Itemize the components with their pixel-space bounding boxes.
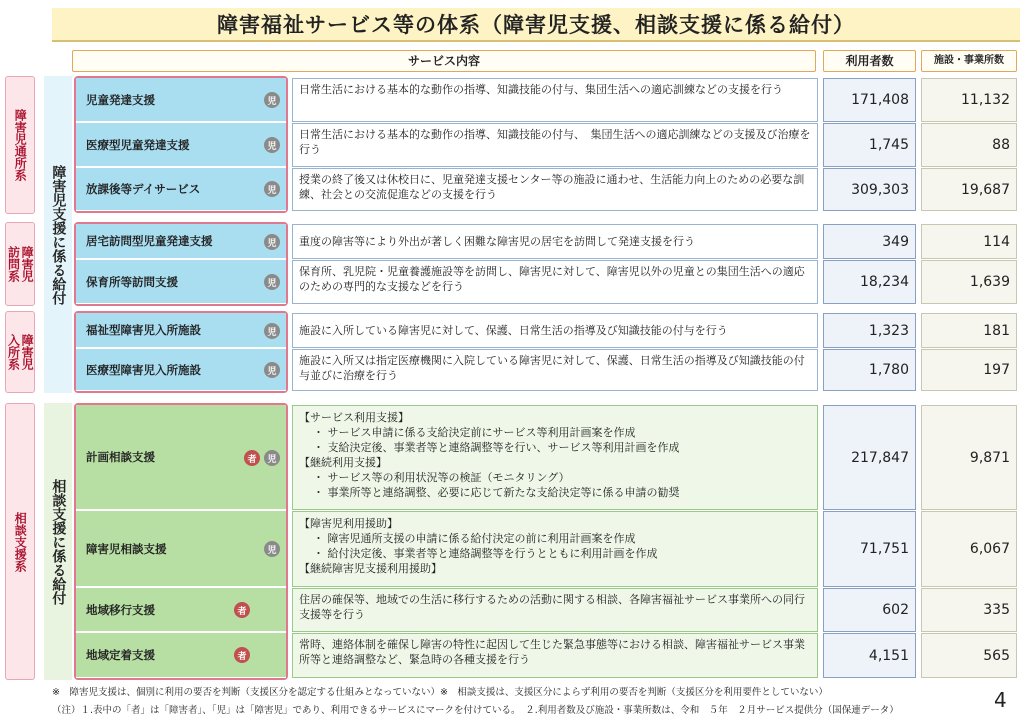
service-description: 施設に入所又は指定医療機関に入院している障害児に対して、保護、日常生活の指導及び知識技能の付与並びに治療を行う — [292, 349, 818, 391]
desc-line: 【障害児利用援助】 — [299, 517, 398, 530]
facilities-count: 197 — [921, 349, 1017, 391]
group-shogaiji — [44, 76, 72, 393]
category-tsusho — [5, 76, 35, 214]
service-name-cell — [76, 313, 286, 348]
page-number: 4 — [994, 688, 1007, 712]
users-count: 602 — [823, 588, 916, 632]
category-nyusho — [5, 311, 35, 393]
badge-child: 児 — [264, 362, 280, 378]
service-description: 住居の確保等、地域での生活に移行するための活動に関する相談、各障害福祉サービス事業所への同行支援等を行う — [292, 588, 818, 632]
facilities-count: 1,639 — [921, 260, 1017, 304]
facilities-count: 88 — [921, 123, 1017, 167]
service-description: 常時、連絡体制を確保し障害の特性に起因して生じた緊急事態等における相談、障害福祉サービス事業所等と連絡調整など、緊急時の各種支援を行う — [292, 633, 818, 678]
page-title: 障害福祉サービス等の体系（障害児支援、相談支援に係る給付） — [217, 13, 855, 37]
header-facilities: 施設・事業所数 — [921, 50, 1017, 72]
desc-line: ・ 給付決定後、事業者等と連絡調整等を行うとともに利用計画を作成 — [313, 547, 658, 560]
badge-child: 児 — [264, 137, 280, 153]
category-homon-label-2: 訪問系 — [6, 246, 21, 282]
service-name: 地域定着支援 — [86, 648, 155, 662]
badge-child: 児 — [264, 450, 280, 466]
users-count: 1,780 — [823, 349, 916, 391]
users-count: 309,303 — [823, 168, 916, 211]
desc-line: ・ 事業所等と連絡調整、必要に応じて新たな支給決定等に係る申請の勧奨 — [313, 486, 680, 499]
service-name-cell — [76, 349, 286, 391]
badge-child: 児 — [264, 323, 280, 339]
desc-line: ・ 障害児通所支援の申請に係る給付決定の前に利用計画案を作成 — [313, 532, 636, 545]
header-service: サービス内容 — [72, 50, 816, 72]
facilities-count: 114 — [921, 224, 1017, 259]
service-name-cell — [76, 168, 286, 211]
service-name: 地域移行支援 — [86, 602, 155, 617]
service-name: 障害児相談支援 — [86, 541, 167, 556]
service-name-cell — [76, 511, 286, 587]
desc-line: ・ サービス申請に係る支給決定前にサービス等利用計画案を作成 — [313, 426, 636, 439]
group-shogaiji-label: 障害児支援に係る給付 — [50, 164, 67, 305]
badge-child: 児 — [264, 274, 280, 290]
group-soudan-label: 相談支援に係る給付 — [50, 478, 67, 605]
badge-child: 児 — [264, 181, 280, 197]
service-name-cell — [76, 123, 286, 167]
service-name: 医療型児童発達支援 — [86, 137, 190, 152]
group-soudan — [44, 403, 72, 680]
service-description: 施設に入所している障害児に対して、保護、日常生活の指導及び知識技能の付与を行う — [292, 313, 818, 348]
badge-child: 児 — [264, 234, 280, 250]
facilities-count: 9,871 — [921, 405, 1017, 510]
service-name: 児童発達支援 — [86, 92, 155, 107]
badge-person: 者 — [234, 602, 250, 618]
users-count: 1,745 — [823, 123, 916, 167]
title-bar — [52, 8, 1020, 42]
category-soudan — [5, 403, 35, 680]
facilities-count: 565 — [921, 633, 1017, 678]
service-name-cell — [76, 405, 286, 510]
footer-note-2: （注）１.表中の「者」は「障害者」、「児」は「障害児」であり、利用できるサービスにマークを付けている。 ２.利用者数及び施設・事業所数は、令和 ５年 ２月サービス提供分（国保連データ） — [52, 705, 899, 716]
footer-note-1: ※ 障害児支援は、個別に利用の要否を判断（支援区分を認定する仕組みとなっていない）※ 相談支援は、支援区分によらず利用の要否を判断（支援区分を利用要件としていない） — [52, 687, 828, 698]
badge-person: 者 — [234, 647, 250, 663]
users-count: 4,151 — [823, 633, 916, 678]
users-count: 217,847 — [823, 405, 916, 510]
category-nyusho-label-2: 入所系 — [6, 334, 21, 370]
facilities-count: 11,132 — [921, 78, 1017, 122]
facilities-count: 6,067 — [921, 511, 1017, 587]
desc-line: 【継続利用支援】 — [299, 456, 387, 469]
service-description — [292, 405, 818, 510]
service-name: 福祉型障害児入所施設 — [86, 323, 201, 337]
users-count: 18,234 — [823, 260, 916, 304]
desc-line: ・ 支給決定後、事業者等と連絡調整等を行い、サービス等利用計画を作成 — [313, 441, 680, 454]
service-description: 保育所、乳児院・児童養護施設等を訪問し、障害児に対して、障害児以外の児童との集団生活への適応のための専門的な支援などを行う — [292, 260, 818, 304]
header-users: 利用者数 — [823, 50, 916, 72]
service-name: 医療型障害児入所施設 — [86, 362, 201, 377]
facilities-count: 335 — [921, 588, 1017, 632]
service-name-cell — [76, 588, 286, 632]
category-nyusho-label-1: 障害児 — [20, 334, 35, 370]
service-name: 保育所等訪問支援 — [86, 274, 178, 289]
badge-person: 者 — [244, 450, 260, 466]
facilities-count: 181 — [921, 313, 1017, 348]
users-count: 171,408 — [823, 78, 916, 122]
facilities-count: 19,687 — [921, 168, 1017, 211]
users-count: 349 — [823, 224, 916, 259]
category-homon — [5, 222, 35, 306]
service-name: 放課後等デイサービス — [86, 182, 201, 196]
service-description — [292, 511, 818, 587]
badge-child: 児 — [264, 541, 280, 557]
service-description: 日常生活における基本的な動作の指導、知識技能の付与、 集団生活への適応訓練などの支援及び治療を行う — [292, 123, 818, 167]
service-name: 計画相談支援 — [86, 450, 155, 464]
service-name-cell — [76, 260, 286, 304]
category-soudan-label: 相談支援系 — [13, 511, 28, 572]
users-count: 71,751 — [823, 511, 916, 587]
service-description: 授業の終了後又は休校日に、児童発達支援センター等の施設に通わせ、生活能力向上のための必要な訓練、社会との交流促進などの支援を行う — [292, 168, 818, 211]
service-description: 日常生活における基本的な動作の指導、知識技能の付与、集団生活への適応訓練などの支援を行う — [292, 78, 818, 122]
service-name-cell — [76, 633, 286, 678]
service-name-cell — [76, 224, 286, 259]
users-count: 1,323 — [823, 313, 916, 348]
desc-line: 【サービス利用支援】 — [299, 411, 409, 424]
badge-child: 児 — [264, 92, 280, 108]
desc-line: ・ サービス等の利用状況等の検証（モニタリング） — [313, 471, 570, 484]
service-name: 居宅訪問型児童発達支援 — [86, 234, 213, 248]
category-homon-label-1: 障害児 — [20, 246, 35, 282]
service-description: 重度の障害等により外出が著しく困難な障害児の居宅を訪問して発達支援を行う — [292, 224, 818, 259]
category-tsusho-label: 障害児通所系 — [13, 109, 28, 181]
service-name-cell — [76, 78, 286, 122]
desc-line: 【継続障害児支援利用援助】 — [299, 562, 442, 575]
